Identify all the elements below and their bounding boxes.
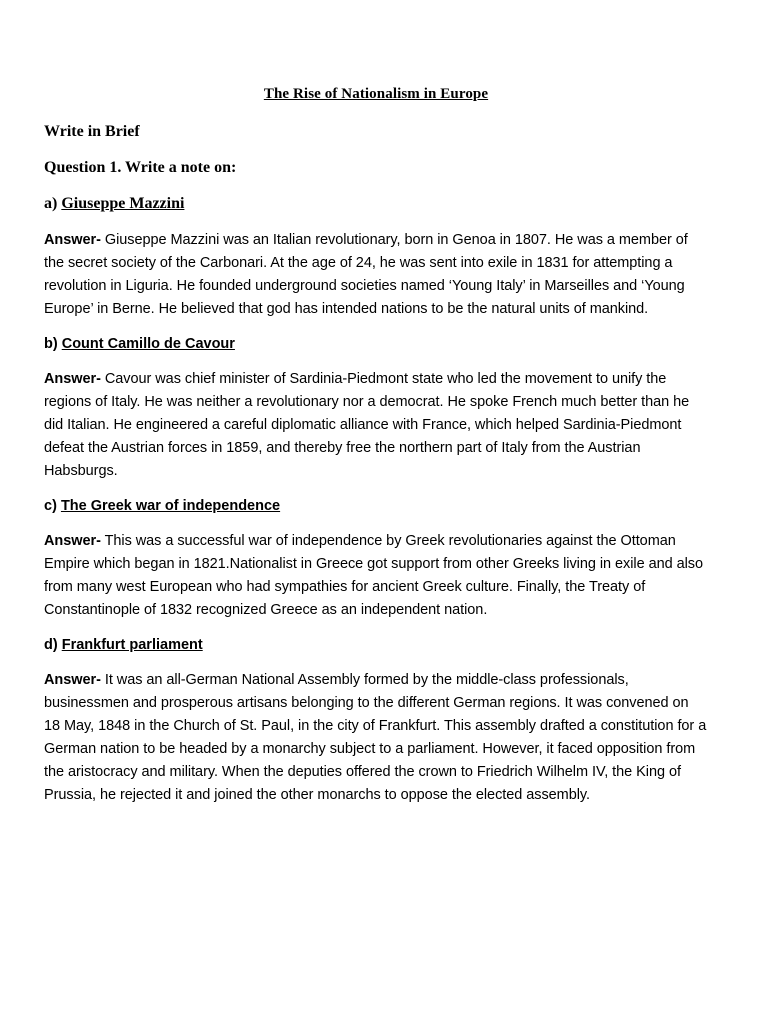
- answer-label: Answer-: [44, 371, 101, 387]
- topic-title: Frankfurt parliament: [61, 637, 203, 653]
- topic-prefix: d): [44, 637, 58, 653]
- topic-prefix: a): [44, 195, 58, 212]
- question-heading: Question 1. Write a note on:: [44, 159, 237, 176]
- document-title: The Rise of Nationalism in Europe: [263, 86, 489, 102]
- answer-text: Giuseppe Mazzini was an Italian revolutionary, born in Genoa in 1807. He was a member of the secret society of the Carbonari. At the age of 24, he was sent into exile in 1831 for attempting a revolution in Liguria. He founded underground societies named ‘Young Italy’ in Marseilles and ‘Young Europe’ in Berne. He believed that god has intended nations to be the natural units of mankind.: [44, 232, 688, 317]
- answer-text: Cavour was chief minister of Sardinia-Piedmont state who led the movement to unify the regions of Italy. He was neither a revolutionary nor a democrat. He spoke French much better than he did Italian. He engineered a careful diplomatic alliance with France, which helped Sardinia-Piedmont defeat the Austrian forces in 1859, and thereby free the northern part of Italy from the Austrian Habsburgs.: [44, 371, 690, 479]
- answer-label: Answer-: [44, 672, 101, 688]
- topic-heading-b: [44, 336, 708, 352]
- section-heading: Write in Brief: [44, 123, 140, 140]
- topic-title: The Greek war of independence: [60, 498, 281, 514]
- topic-heading-a: [44, 195, 708, 213]
- topic-prefix: c): [44, 498, 57, 514]
- topic-title: Giuseppe Mazzini: [61, 195, 185, 212]
- topic-title: Count Camillo de Cavour: [61, 336, 235, 352]
- answer-text: This was a successful war of independence by Greek revolutionaries against the Ottoman Empire which began in 1821.Nationalist in Greece got support from other Greeks living in exile and also from many west European who had sympathies for ancient Greek culture. Finally, the Treaty of Constantinople of 1832 recognized Greece as an independent nation.: [44, 533, 703, 618]
- answer-paragraph-a: [44, 229, 708, 321]
- answer-label: Answer-: [44, 533, 101, 549]
- answer-paragraph-c: [44, 530, 708, 622]
- topic-prefix: b): [44, 336, 58, 352]
- topic-heading-d: [44, 637, 708, 653]
- topic-heading-c: [44, 498, 708, 514]
- answer-paragraph-d: [44, 669, 708, 807]
- answer-paragraph-b: [44, 368, 708, 483]
- answer-text: It was an all-German National Assembly formed by the middle-class professionals, businessmen and prosperous artisans belonging to the different German regions. It was convened on 18 May, 1848 in the Church of St. Paul, in the city of Frankfurt. This assembly drafted a constitution for a German nation to be headed by a monarchy subject to a parliament. However, it faced opposition from the aristocracy and military. When the deputies offered the crown to Friedrich Wilhelm IV, the King of Prussia, he rejected it and joined the other monarchs to oppose the elected assembly.: [44, 672, 707, 803]
- answer-label: Answer-: [44, 232, 101, 248]
